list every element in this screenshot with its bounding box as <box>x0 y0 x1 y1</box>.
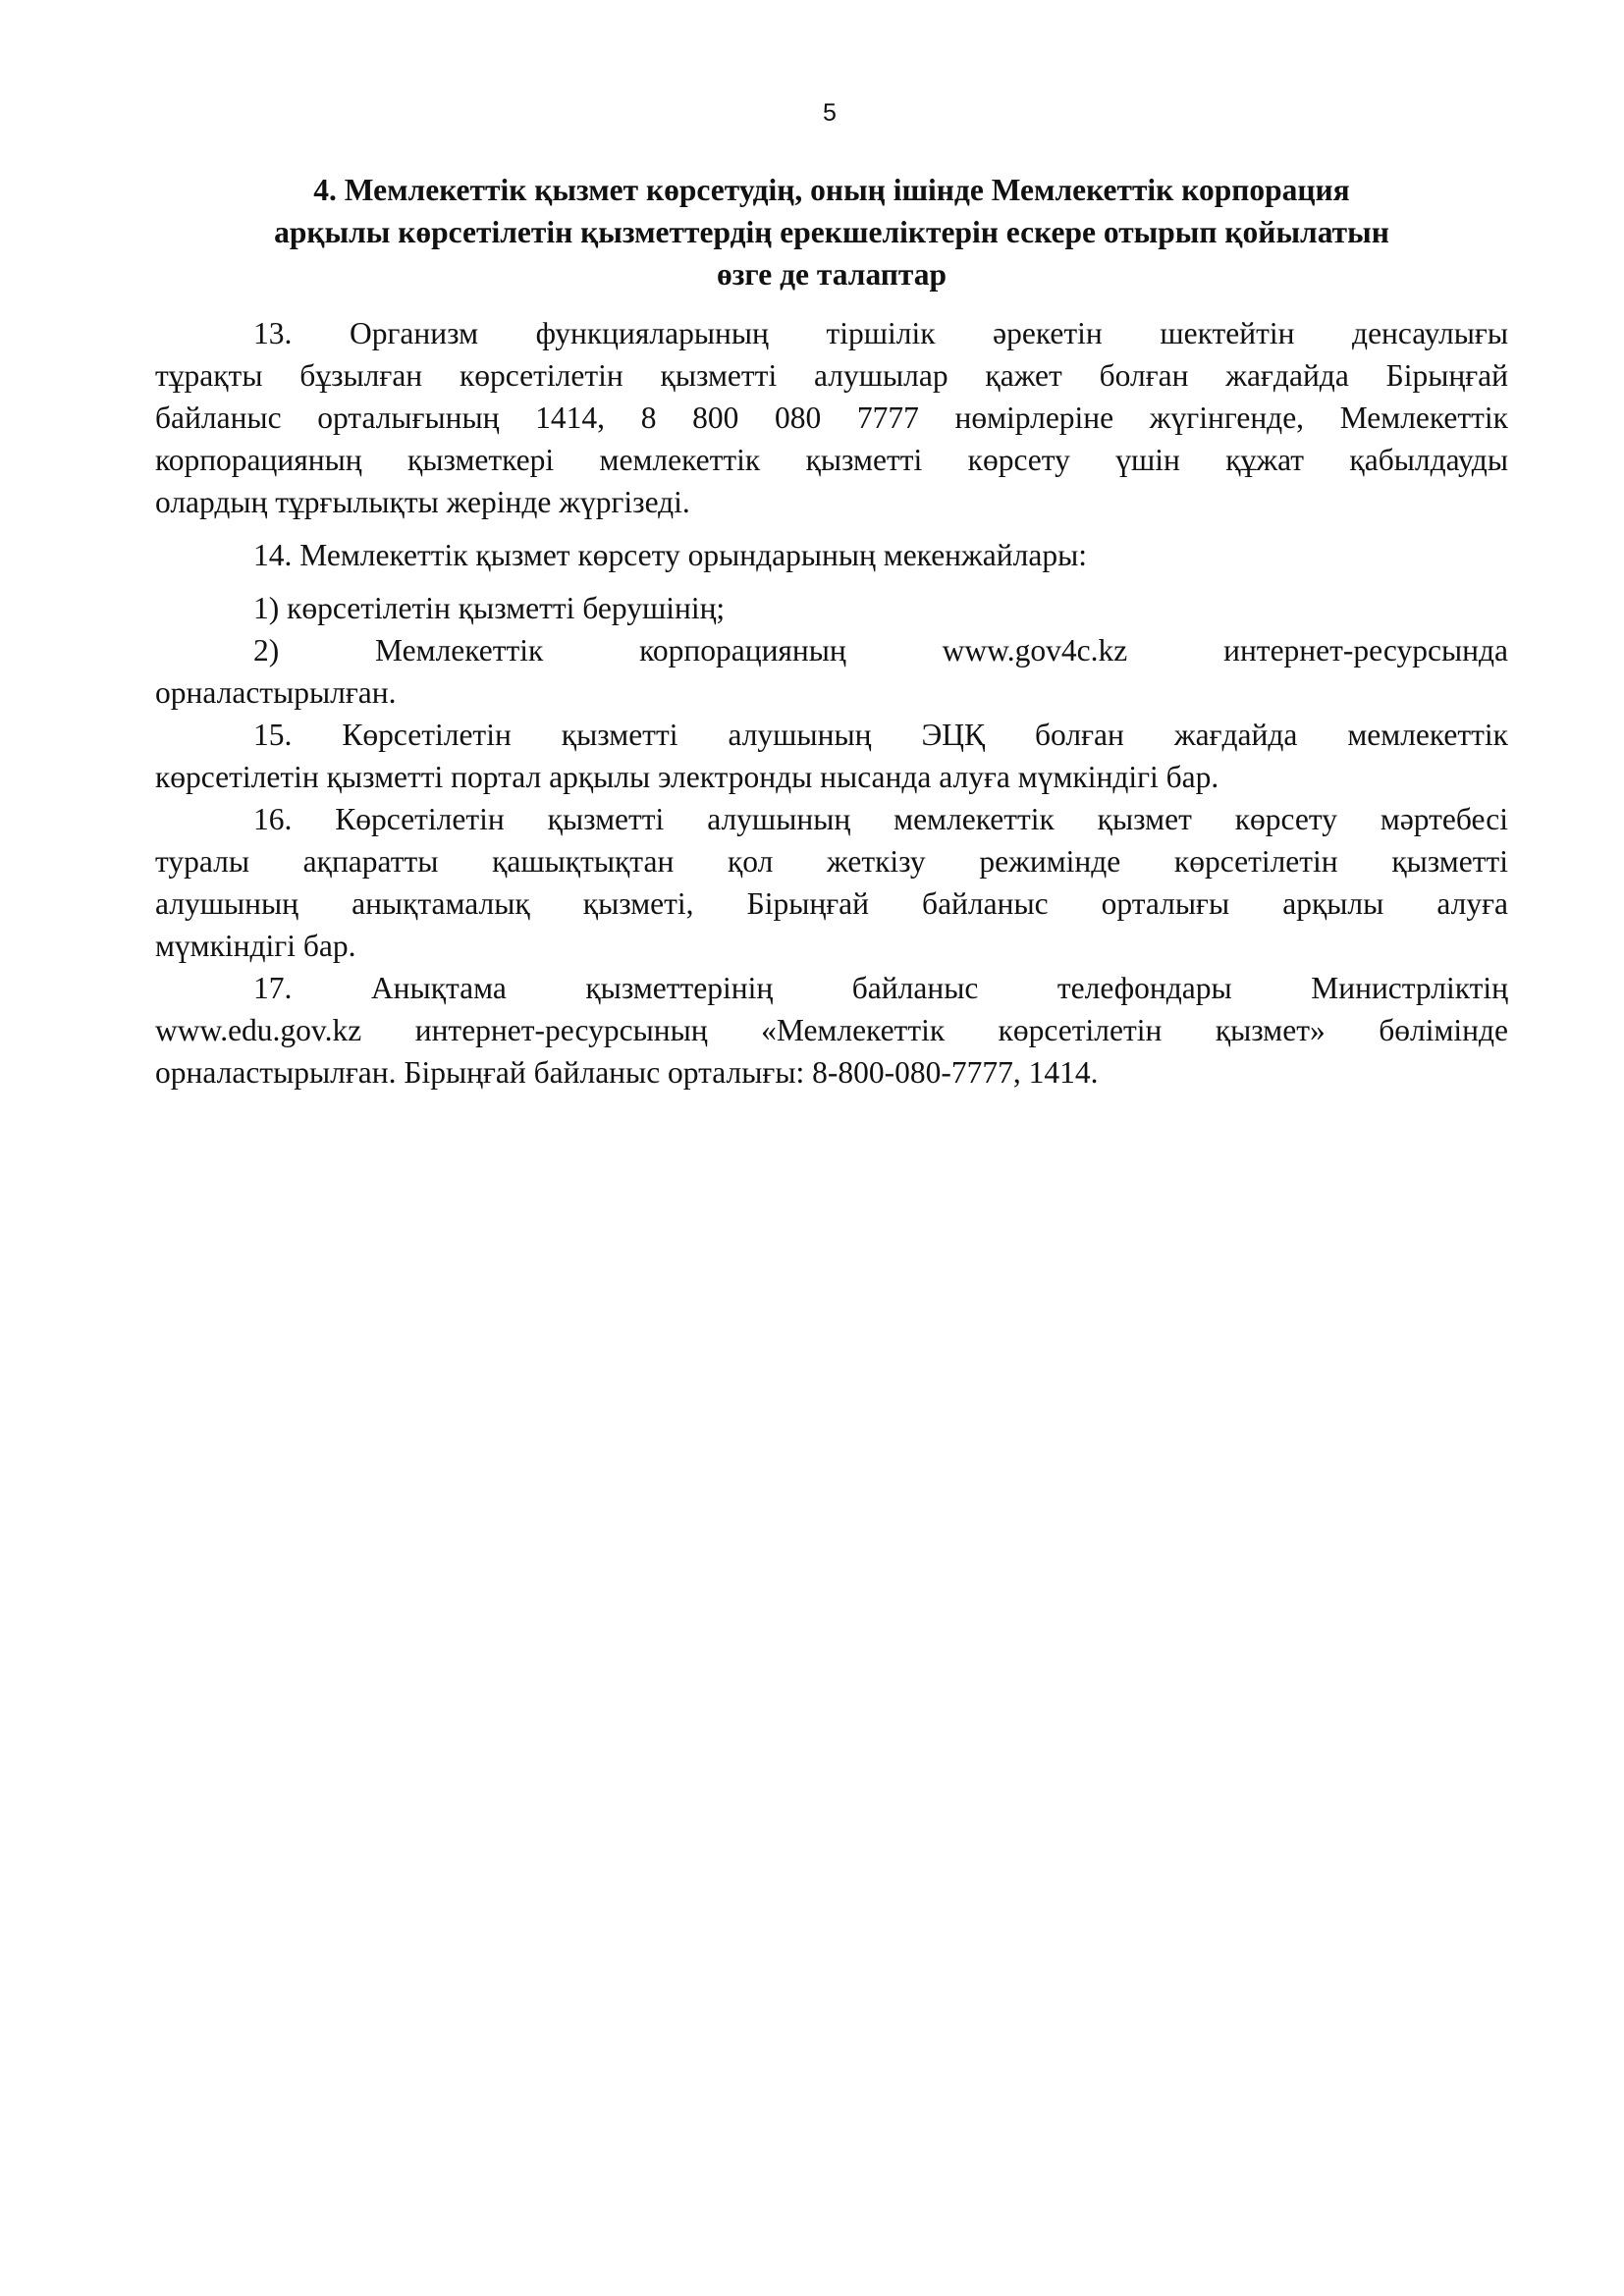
text-line: тұрақты бұзылған көрсетілетін қызметті алушылар қажет болған жағдайда Бірыңғай <box>155 358 1508 393</box>
section-heading <box>155 169 1508 295</box>
text-line: олардың тұрғылықты жерінде жүргізеді. <box>155 485 690 519</box>
paragraph-15 <box>155 714 1508 798</box>
text-line: алушының анықтамалық қызметі, Бірыңғай байланыс орталығы арқылы алуға <box>155 886 1508 921</box>
text-line: байланыс орталығының 1414, 8 800 080 7777 нөмірлеріне жүгінгенде, Мемлекеттік <box>155 400 1508 435</box>
text-line: www.edu.gov.kz интернет-ресурсының «Мемлекеттік көрсетілетін қызмет» бөлімінде <box>155 1013 1508 1047</box>
text-line: туралы ақпаратты қашықтықтан қол жеткізу режимінде көрсетілетін қызметті <box>155 844 1508 879</box>
heading-line: арқылы көрсетілетін қызметтердің ерекшеліктерін ескере отырып қойылатын <box>274 215 1389 249</box>
text-line: корпорацияның қызметкері мемлекеттік қызметті көрсету үшін құжат қабылдауды <box>155 443 1508 477</box>
text-line: 13. Организм функцияларының тіршілік әрекетін шектейтін денсаулығы <box>253 316 1508 350</box>
text-line: мүмкіндігі бар. <box>155 929 356 963</box>
text-line: 15. Көрсетілетін қызметті алушының ЭЦҚ болған жағдайда мемлекеттік <box>253 718 1508 752</box>
list-item-2 <box>155 629 1508 714</box>
page-number: 5 <box>823 99 837 127</box>
text-line: 1) көрсетілетін қызметті берушінің; <box>253 591 726 625</box>
text-line: 14. Мемлекеттік қызмет көрсету орындарының мекенжайлары: <box>253 538 1088 572</box>
list-item-1 <box>155 587 1508 629</box>
document-body <box>155 312 1508 1094</box>
paragraph-17 <box>155 967 1508 1094</box>
text-line: орналастырылған. Бірыңғай байланыс орталығы: 8-800-080-7777, 1414. <box>155 1055 1099 1090</box>
paragraph-16 <box>155 798 1508 967</box>
heading-line: өзге де талаптар <box>716 257 947 292</box>
text-line: 17. Анықтама қызметтерінің байланыс телефондары Министрліктің <box>253 971 1508 1005</box>
paragraph-13 <box>155 312 1508 523</box>
heading-line: 4. Мемлекеттік қызмет көрсетудің, оның ішінде Мемлекеттік корпорация <box>313 173 1350 207</box>
text-line: орналастырылған. <box>155 675 397 710</box>
text-line: 16. Көрсетілетін қызметті алушының мемлекеттік қызмет көрсету мәртебесі <box>253 802 1508 836</box>
paragraph-14 <box>155 534 1508 576</box>
text-line: 2) Мемлекеттік корпорацияның www.gov4c.kz интернет-ресурсында <box>253 633 1508 667</box>
text-line: көрсетілетін қызметті портал арқылы электронды нысанда алуға мүмкіндігі бар. <box>155 760 1219 794</box>
